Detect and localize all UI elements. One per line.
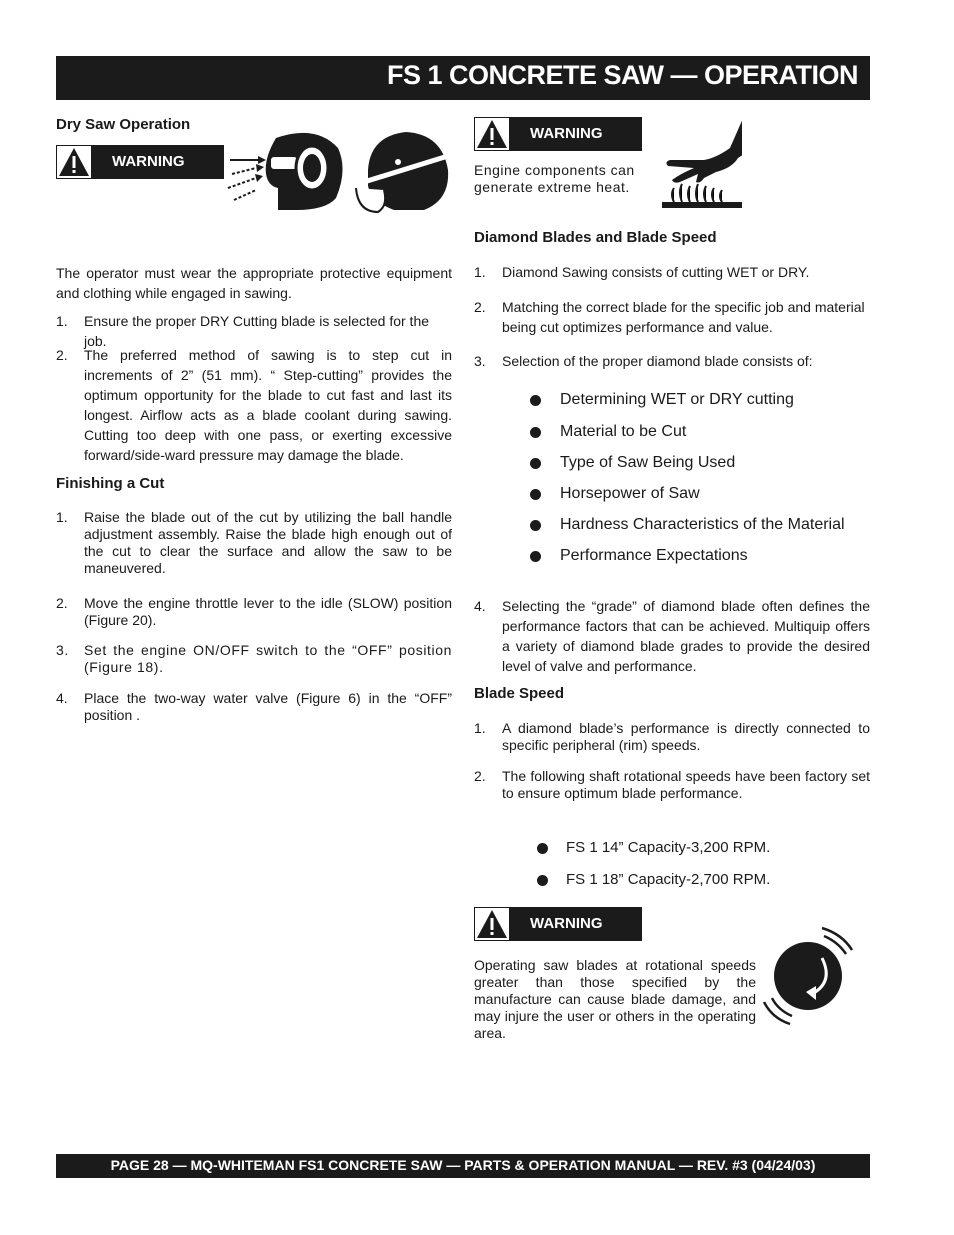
bullet-item: Determining WET or DRY cutting <box>560 391 794 408</box>
bullet-item: Material to be Cut <box>560 423 687 440</box>
safety-glasses-icon <box>226 128 346 212</box>
warning-banner-heat <box>474 117 642 151</box>
page-title: FS 1 CONCRETE SAW — OPERATION <box>386 60 858 90</box>
list-item: 2. Matching the correct blade for the specific job and material being cut optimizes performance and value. <box>474 299 865 335</box>
warning-triangle-icon <box>474 117 510 151</box>
bullet-item: Hardness Characteristics of the Material <box>560 516 845 533</box>
list-item: 1. Diamond Sawing consists of cutting WET or DRY. <box>474 264 810 280</box>
footer-text: PAGE 28 — MQ-WHITEMAN FS1 CONCRETE SAW — PARTS & OPERATION MANUAL — REV. #3 (04/24/03) <box>110 1157 816 1173</box>
rpm-item: FS 1 18” Capacity-2,700 RPM. <box>566 871 771 888</box>
warning-banner-left <box>56 145 224 179</box>
warning-banner-speed <box>474 907 642 941</box>
warning-label: WARNING <box>92 145 224 179</box>
heat-warning-text: Engine components can generate extreme heat. <box>474 162 635 195</box>
list-item: 1. A diamond blade’s performance is directly connected to specific peripheral (rim) speeds. <box>474 720 870 753</box>
bullet-icon <box>530 427 541 438</box>
rpm-item: FS 1 14” Capacity-3,200 RPM. <box>566 839 771 856</box>
list-item: 2. The following shaft rotational speeds have been factory set to ensure optimum blade performance. <box>474 768 870 801</box>
finishing-heading: Finishing a Cut <box>56 475 165 492</box>
bullet-icon <box>537 875 548 886</box>
warning-label: WARNING <box>510 907 642 941</box>
bullet-icon <box>530 489 541 500</box>
bullet-icon <box>537 843 548 854</box>
warning-label: WARNING <box>510 117 642 151</box>
bullet-icon <box>530 551 541 562</box>
rotating-blade-icon <box>760 920 860 1030</box>
list-item: 4. Place the two-way water valve (Figure 6) in the “OFF” position . <box>56 690 452 723</box>
list-item: 3. Selection of the proper diamond blade consists of: <box>474 353 813 369</box>
dust-mask-icon <box>354 130 450 214</box>
bullet-icon <box>530 458 541 469</box>
bullet-item: Type of Saw Being Used <box>560 454 736 471</box>
bullet-item: Performance Expectations <box>560 547 748 564</box>
bullet-icon <box>530 520 541 531</box>
warning-triangle-icon <box>56 145 92 179</box>
list-item: 2. The preferred method of sawing is to step cut in increments of 2” (51 mm). “ Step-cutting” provides the optimum opportunity for the blade to cut fast and last its longest. Airflow acts as a blade coolant during sawing. Cutting too deep with one pass, or exerting excessive forward/side-ward pressure may damage the blade. <box>56 347 452 463</box>
intro-paragraph: The operator must wear the appropriate protective equipment and clothing while engaged in sawing. <box>56 265 452 301</box>
list-item: 3. Set the engine ON/OFF switch to the “OFF” position (Figure 18). <box>56 642 452 675</box>
page-title-bar <box>56 56 870 100</box>
list-item: 1. Raise the blade out of the cut by utilizing the ball handle adjustment assembly. Raise the blade high enough out of the cut to clear the surface and allow the saw to be maneuvered. <box>56 509 452 576</box>
diamond-blades-heading: Diamond Blades and Blade Speed <box>474 229 717 246</box>
dry-saw-heading: Dry Saw Operation <box>56 116 191 133</box>
list-item: 4. Selecting the “grade” of diamond blade often defines the performance factors that can be achieved. Multiquip offers a variety of diamond blade grades to provide the desired level of valve and performance. <box>474 598 870 674</box>
warning-triangle-icon <box>474 907 510 941</box>
bullet-icon <box>530 395 541 406</box>
list-item: 1. Ensure the proper DRY Cutting blade is selected for the job. <box>56 313 430 349</box>
blade-speed-heading: Blade Speed <box>474 685 565 702</box>
page-footer <box>56 1154 870 1178</box>
hot-surface-icon <box>660 114 742 210</box>
speed-warning-text: Operating saw blades at rotational speeds greater than those specified by the manufacture can cause blade damage, and may injure the user or others in the operating area. <box>474 957 756 1041</box>
bullet-item: Horsepower of Saw <box>560 485 700 502</box>
list-item: 2. Move the engine throttle lever to the idle (SLOW) position (Figure 20). <box>56 595 452 628</box>
